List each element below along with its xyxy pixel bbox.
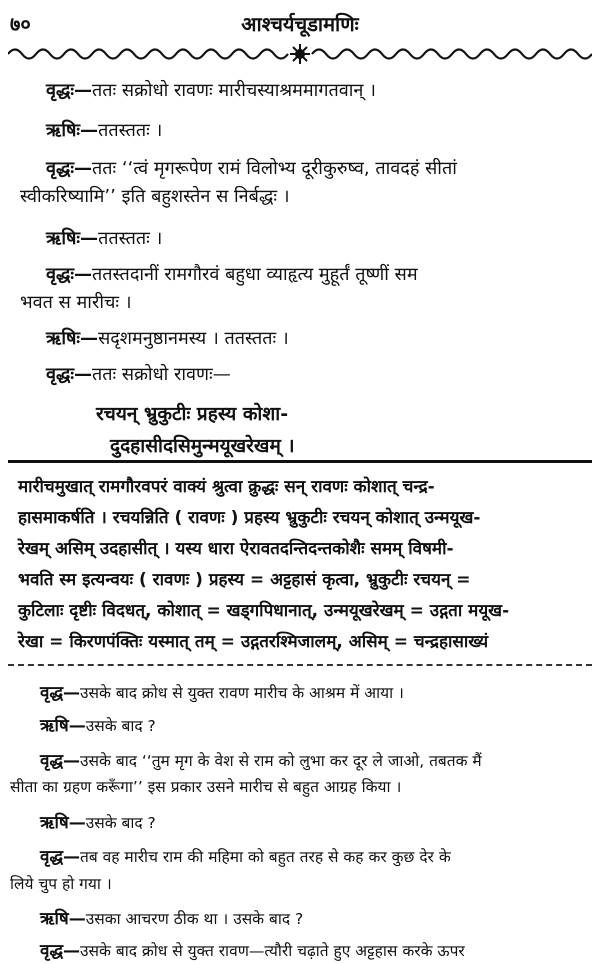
- translation-line: [40, 810, 156, 833]
- verse-line: दुदहासीदसिमुन्मयूखरेखम् ।: [110, 435, 295, 457]
- translation-line: [10, 775, 401, 797]
- dialogue-line: [46, 78, 376, 102]
- speaker-label: वृद्धः—: [46, 158, 93, 179]
- translation-line: [40, 713, 156, 736]
- translation-line: [40, 906, 303, 929]
- dialogue-line: [46, 262, 418, 286]
- dialogue-text: सदृशमनुष्ठानमस्य । ततस्ततः ।: [98, 328, 289, 349]
- section-divider: [8, 460, 592, 463]
- dialogue-line: [20, 290, 132, 314]
- dialogue-line: [46, 226, 162, 250]
- commentary-line: मारीचमुखात् रामगौरवपरं वाक्यं श्रुत्वा क्रुद्धः सन् रावणः कोशात् चन्द्र-: [18, 477, 435, 497]
- dialogue-text: ततः सक्रोधो रावणः मारीचस्याश्रममागतवान् ।: [92, 80, 376, 101]
- commentary-line: भवति स्म इत्यन्वयः ( रावणः ) प्रहस्य = अट्टहासं कृत्वा, भ्रुकुटीः रचयन् =: [18, 570, 471, 590]
- dialogue-text: ततस्ततः ।: [98, 228, 163, 249]
- translation-text: तब वह मारीच राम की महिमा को बहुत तरह से कह कर कुछ देर के: [80, 848, 451, 866]
- dialogue-text: भवत स मारीचः ।: [20, 292, 132, 313]
- translation-line: [10, 872, 112, 894]
- page-number: ७०: [10, 12, 31, 36]
- speaker-label: वृद्धः—: [46, 80, 93, 101]
- dialogue-line: [20, 184, 290, 208]
- commentary-line: रेखा = किरणपंक्तिः यस्मात् तम् = उद्गतरश्मिजालम्, असिम् = चन्द्रहासाख्यं: [18, 632, 489, 652]
- translation-text: लिये चुप हो गया ।: [10, 875, 112, 893]
- speaker-label: ऋषि—: [40, 716, 86, 736]
- dialogue-line: [46, 326, 289, 350]
- translation-line: [40, 938, 465, 961]
- speaker-label: ऋषिः—: [46, 120, 99, 141]
- dialogue-text: स्वीकरिष्यामि’’ इति बहुशस्तेन स निर्बद्धः ।: [20, 186, 290, 207]
- translation-text: उसके बाद क्रोध से युक्त रावण—त्यौरी चढ़ाते हुए अट्टहास करके ऊपर: [80, 942, 465, 960]
- speaker-label: ऋषिः—: [46, 328, 99, 349]
- speaker-label: वृद्ध—: [40, 683, 81, 703]
- translation-text: उसके बाद ?: [85, 814, 156, 832]
- translation-text: उसका आचरण ठीक था । उसके बाद ?: [85, 910, 304, 928]
- dialogue-line: [46, 362, 231, 386]
- commentary-line: कुटिलाः दृष्टीः विदधत्, कोशात् = खड्गपिधानात्, उन्मयूखरेखम् = उद्गता मयूख-: [18, 601, 510, 621]
- dialogue-text: ततस्तदानीं रामगौरवं बहुधा व्याहृत्य मुहूर्तं तूष्णीं सम: [92, 264, 418, 285]
- speaker-label: वृद्धः—: [46, 264, 93, 285]
- commentary-line: हासमाकर्षति । रचयन्निति ( रावणः ) प्रहस्य भ्रुकुटीः रचयन् कोशात् उन्मयूख-: [18, 508, 481, 528]
- dialogue-text: ततः ‘‘त्वं मृगरूपेण रामं विलोभ्य दूरीकुरुष्व, तावदहं सीतां: [92, 158, 457, 179]
- speaker-label: वृद्धः—: [46, 364, 93, 385]
- speaker-label: वृद्ध—: [40, 941, 81, 961]
- commentary-line: रेखम् असिम् उदहासीत् । यस्य धारा ऐरावतदन्तिदन्तकोशैः समम् विषमी-: [18, 539, 454, 559]
- speaker-label: ऋषि—: [40, 813, 86, 833]
- ornament-icon: [290, 44, 310, 64]
- verse-line: रचयन् भ्रुकुटीः प्रहस्य कोशा-: [96, 403, 289, 425]
- header-wavy-rule: [8, 42, 592, 66]
- dialogue-text: ततस्ततः ।: [98, 120, 163, 141]
- dialogue-text: ततः सक्रोधो रावणः—: [92, 364, 231, 385]
- translation-line: [40, 844, 451, 867]
- page-header: [0, 4, 600, 40]
- translation-line: [40, 748, 482, 771]
- speaker-label: वृद्ध—: [40, 847, 81, 867]
- speaker-label: वृद्ध—: [40, 751, 81, 771]
- translation-line: [40, 680, 404, 703]
- page-title: आश्चर्यचूडामणिः: [241, 12, 359, 36]
- speaker-label: ऋषि—: [40, 909, 86, 929]
- section-divider: [8, 664, 592, 666]
- dialogue-line: [46, 118, 162, 142]
- translation-text: उसके बाद क्रोध से युक्त रावण मारीच के आश्रम में आया ।: [80, 684, 404, 702]
- translation-text: उसके बाद ‘‘तुम मृग के वेश से राम को लुभा कर दूर ले जाओ, तबतक मैं: [80, 752, 482, 770]
- dialogue-line: [46, 156, 457, 180]
- speaker-label: ऋषिः—: [46, 228, 99, 249]
- translation-text: उसके बाद ?: [85, 717, 156, 735]
- translation-text: सीता का ग्रहण करूँगा’’ इस प्रकार उसने मारीच से बहुत आग्रह किया ।: [10, 778, 402, 796]
